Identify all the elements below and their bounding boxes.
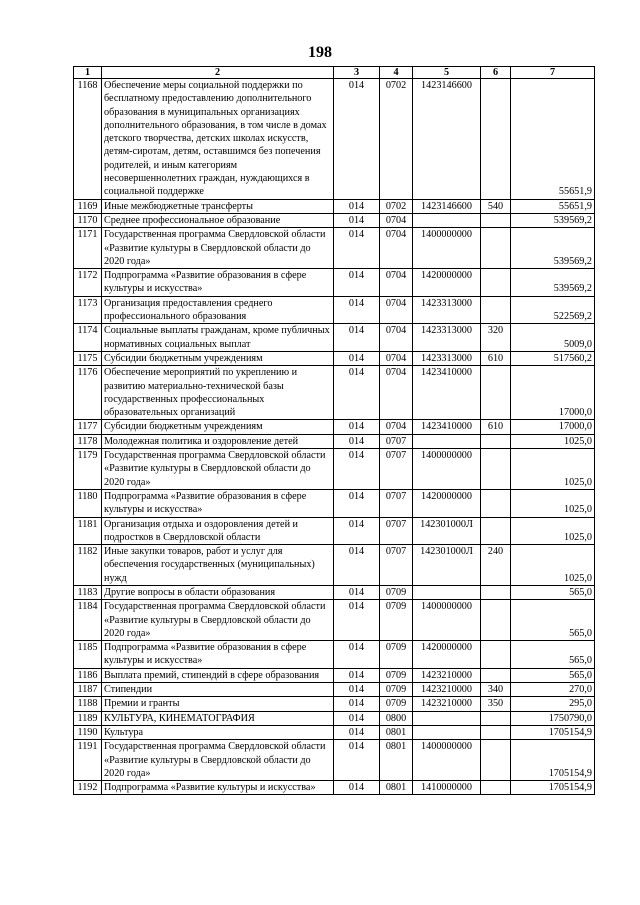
row-number-cell: 1176 <box>74 366 102 420</box>
amount-cell: 565,0 <box>511 641 595 669</box>
amount-cell: 5009,0 <box>511 324 595 352</box>
expense-type-cell: 320 <box>481 324 511 352</box>
amount-cell: 1025,0 <box>511 434 595 448</box>
amount-cell: 1705154,9 <box>511 740 595 781</box>
section-code-cell: 0709 <box>380 668 413 682</box>
section-code-cell: 0704 <box>380 351 413 365</box>
ministry-code-cell: 014 <box>334 296 380 324</box>
target-code-cell: 1400000000 <box>413 740 481 781</box>
column-header: 2 <box>102 67 334 79</box>
row-name-cell: Государственная программа Свердловской области «Развитие культуры в Свердловской области до 2020 года» <box>102 600 334 641</box>
row-number-cell: 1180 <box>74 489 102 517</box>
table-row <box>74 517 595 545</box>
row-name-cell: КУЛЬТУРА, КИНЕМАТОГРАФИЯ <box>102 711 334 725</box>
section-code-cell: 0704 <box>380 420 413 434</box>
row-number-cell: 1171 <box>74 228 102 269</box>
target-code-cell <box>413 585 481 599</box>
expense-type-cell: 610 <box>481 420 511 434</box>
section-code-cell: 0704 <box>380 228 413 269</box>
expense-type-cell: 610 <box>481 351 511 365</box>
column-header: 7 <box>511 67 595 79</box>
target-code-cell: 1423313000 <box>413 351 481 365</box>
section-code-cell: 0709 <box>380 600 413 641</box>
ministry-code-cell: 014 <box>334 517 380 545</box>
section-code-cell: 0801 <box>380 740 413 781</box>
table-row <box>74 296 595 324</box>
table-row <box>74 351 595 365</box>
row-number-cell: 1169 <box>74 199 102 213</box>
table-row <box>74 725 595 739</box>
table-row <box>74 199 595 213</box>
row-number-cell: 1177 <box>74 420 102 434</box>
ministry-code-cell: 014 <box>334 366 380 420</box>
column-header: 6 <box>481 67 511 79</box>
section-code-cell: 0709 <box>380 585 413 599</box>
table-row <box>74 489 595 517</box>
table-row <box>74 781 595 795</box>
table-row <box>74 585 595 599</box>
expense-type-cell: 350 <box>481 697 511 711</box>
section-code-cell: 0704 <box>380 366 413 420</box>
expense-type-cell: 240 <box>481 545 511 586</box>
row-name-cell: Выплата премий, стипендий в сфере образования <box>102 668 334 682</box>
table-row <box>74 79 595 200</box>
target-code-cell <box>413 434 481 448</box>
ministry-code-cell: 014 <box>334 600 380 641</box>
table-row <box>74 228 595 269</box>
table-row <box>74 668 595 682</box>
row-name-cell: Другие вопросы в области образования <box>102 585 334 599</box>
target-code-cell: 142301000Л <box>413 545 481 586</box>
section-code-cell: 0707 <box>380 434 413 448</box>
section-code-cell: 0801 <box>380 781 413 795</box>
row-number-cell: 1188 <box>74 697 102 711</box>
expense-type-cell <box>481 79 511 200</box>
amount-cell: 517560,2 <box>511 351 595 365</box>
expense-type-cell <box>481 668 511 682</box>
column-header: 5 <box>413 67 481 79</box>
table-row <box>74 683 595 697</box>
section-code-cell: 0707 <box>380 449 413 490</box>
table-row <box>74 641 595 669</box>
amount-cell: 270,0 <box>511 683 595 697</box>
row-name-cell: Государственная программа Свердловской области «Развитие культуры в Свердловской области до 2020 года» <box>102 449 334 490</box>
row-number-cell: 1187 <box>74 683 102 697</box>
target-code-cell: 1420000000 <box>413 269 481 297</box>
table-body <box>74 79 595 795</box>
ministry-code-cell: 014 <box>334 711 380 725</box>
section-code-cell: 0707 <box>380 489 413 517</box>
table-header-row <box>74 67 595 79</box>
column-header: 3 <box>334 67 380 79</box>
row-name-cell: Стипендии <box>102 683 334 697</box>
target-code-cell: 1400000000 <box>413 600 481 641</box>
table-row <box>74 740 595 781</box>
row-number-cell: 1192 <box>74 781 102 795</box>
budget-table-container <box>73 66 595 795</box>
table-row <box>74 213 595 227</box>
row-number-cell: 1184 <box>74 600 102 641</box>
row-name-cell: Организация отдыха и оздоровления детей и подростков в Свердловской области <box>102 517 334 545</box>
ministry-code-cell: 014 <box>334 228 380 269</box>
ministry-code-cell: 014 <box>334 725 380 739</box>
target-code-cell <box>413 725 481 739</box>
amount-cell: 1705154,9 <box>511 725 595 739</box>
section-code-cell: 0707 <box>380 545 413 586</box>
amount-cell: 295,0 <box>511 697 595 711</box>
expense-type-cell <box>481 781 511 795</box>
row-number-cell: 1182 <box>74 545 102 586</box>
row-number-cell: 1173 <box>74 296 102 324</box>
target-code-cell: 1423146600 <box>413 79 481 200</box>
expense-type-cell <box>481 740 511 781</box>
row-name-cell: Молодежная политика и оздоровление детей <box>102 434 334 448</box>
table-row <box>74 697 595 711</box>
row-number-cell: 1174 <box>74 324 102 352</box>
ministry-code-cell: 014 <box>334 199 380 213</box>
ministry-code-cell: 014 <box>334 683 380 697</box>
column-header: 1 <box>74 67 102 79</box>
target-code-cell: 142301000Л <box>413 517 481 545</box>
row-number-cell: 1175 <box>74 351 102 365</box>
target-code-cell: 1423210000 <box>413 697 481 711</box>
table-row <box>74 449 595 490</box>
row-number-cell: 1183 <box>74 585 102 599</box>
row-number-cell: 1172 <box>74 269 102 297</box>
section-code-cell: 0702 <box>380 199 413 213</box>
expense-type-cell: 340 <box>481 683 511 697</box>
row-name-cell: Организация предоставления среднего профессионального образования <box>102 296 334 324</box>
row-name-cell: Субсидии бюджетным учреждениям <box>102 420 334 434</box>
ministry-code-cell: 014 <box>334 781 380 795</box>
section-code-cell: 0709 <box>380 641 413 669</box>
row-name-cell: Культура <box>102 725 334 739</box>
expense-type-cell <box>481 711 511 725</box>
row-name-cell: Обеспечение мероприятий по укреплению и развитию материально-технической базы государственных профессиональных образовательных организаций <box>102 366 334 420</box>
amount-cell: 55651,9 <box>511 199 595 213</box>
row-name-cell: Подпрограмма «Развитие образования в сфере культуры и искусства» <box>102 489 334 517</box>
row-name-cell: Иные межбюджетные трансферты <box>102 199 334 213</box>
section-code-cell: 0709 <box>380 683 413 697</box>
row-name-cell: Иные закупки товаров, работ и услуг для обеспечения государственных (муниципальных) нужд <box>102 545 334 586</box>
amount-cell: 17000,0 <box>511 420 595 434</box>
row-number-cell: 1170 <box>74 213 102 227</box>
ministry-code-cell: 014 <box>334 324 380 352</box>
row-number-cell: 1181 <box>74 517 102 545</box>
expense-type-cell <box>481 725 511 739</box>
target-code-cell: 1420000000 <box>413 641 481 669</box>
budget-table <box>73 66 595 795</box>
target-code-cell: 1423313000 <box>413 324 481 352</box>
row-name-cell: Государственная программа Свердловской области «Развитие культуры в Свердловской области до 2020 года» <box>102 228 334 269</box>
amount-cell: 522569,2 <box>511 296 595 324</box>
table-row <box>74 366 595 420</box>
expense-type-cell <box>481 434 511 448</box>
table-row <box>74 324 595 352</box>
row-name-cell: Социальные выплаты гражданам, кроме публичных нормативных социальных выплат <box>102 324 334 352</box>
ministry-code-cell: 014 <box>334 269 380 297</box>
column-header: 4 <box>380 67 413 79</box>
target-code-cell <box>413 213 481 227</box>
row-number-cell: 1178 <box>74 434 102 448</box>
amount-cell: 55651,9 <box>511 79 595 200</box>
row-number-cell: 1168 <box>74 79 102 200</box>
ministry-code-cell: 014 <box>334 351 380 365</box>
section-code-cell: 0704 <box>380 324 413 352</box>
row-number-cell: 1191 <box>74 740 102 781</box>
ministry-code-cell: 014 <box>334 585 380 599</box>
page-number: 198 <box>308 44 332 61</box>
ministry-code-cell: 014 <box>334 434 380 448</box>
amount-cell: 17000,0 <box>511 366 595 420</box>
target-code-cell <box>413 711 481 725</box>
section-code-cell: 0704 <box>380 269 413 297</box>
ministry-code-cell: 014 <box>334 668 380 682</box>
row-number-cell: 1179 <box>74 449 102 490</box>
section-code-cell: 0704 <box>380 213 413 227</box>
section-code-cell: 0704 <box>380 296 413 324</box>
amount-cell: 539569,2 <box>511 269 595 297</box>
amount-cell: 565,0 <box>511 600 595 641</box>
row-number-cell: 1185 <box>74 641 102 669</box>
table-row <box>74 434 595 448</box>
expense-type-cell <box>481 489 511 517</box>
row-number-cell: 1189 <box>74 711 102 725</box>
amount-cell: 1025,0 <box>511 449 595 490</box>
target-code-cell: 1400000000 <box>413 449 481 490</box>
target-code-cell: 1423210000 <box>413 683 481 697</box>
expense-type-cell <box>481 228 511 269</box>
row-number-cell: 1186 <box>74 668 102 682</box>
section-code-cell: 0702 <box>380 79 413 200</box>
target-code-cell: 1423313000 <box>413 296 481 324</box>
amount-cell: 539569,2 <box>511 228 595 269</box>
amount-cell: 539569,2 <box>511 213 595 227</box>
amount-cell: 1025,0 <box>511 517 595 545</box>
row-name-cell: Премии и гранты <box>102 697 334 711</box>
row-number-cell: 1190 <box>74 725 102 739</box>
ministry-code-cell: 014 <box>334 213 380 227</box>
amount-cell: 1025,0 <box>511 489 595 517</box>
row-name-cell: Обеспечение меры социальной поддержки по бесплатному предоставлению дополнительного образования в муниципальных организациях дополнительного образования, в том числе в домах детского творчества, детских школах искусств, детям-сиротам, детям, оставшимся без попечения родителей, и иным категориям несовершеннолетних граждан, нуждающихся в социальной поддержке <box>102 79 334 200</box>
ministry-code-cell: 014 <box>334 79 380 200</box>
ministry-code-cell: 014 <box>334 641 380 669</box>
table-row <box>74 545 595 586</box>
expense-type-cell <box>481 449 511 490</box>
amount-cell: 565,0 <box>511 668 595 682</box>
target-code-cell: 1423410000 <box>413 420 481 434</box>
amount-cell: 565,0 <box>511 585 595 599</box>
expense-type-cell <box>481 517 511 545</box>
ministry-code-cell: 014 <box>334 420 380 434</box>
ministry-code-cell: 014 <box>334 697 380 711</box>
section-code-cell: 0707 <box>380 517 413 545</box>
table-row <box>74 420 595 434</box>
target-code-cell: 1423210000 <box>413 668 481 682</box>
table-row <box>74 269 595 297</box>
expense-type-cell <box>481 296 511 324</box>
amount-cell: 1025,0 <box>511 545 595 586</box>
row-name-cell: Подпрограмма «Развитие образования в сфере культуры и искусства» <box>102 269 334 297</box>
ministry-code-cell: 014 <box>334 545 380 586</box>
table-row <box>74 600 595 641</box>
amount-cell: 1750790,0 <box>511 711 595 725</box>
row-name-cell: Подпрограмма «Развитие культуры и искусства» <box>102 781 334 795</box>
expense-type-cell <box>481 213 511 227</box>
section-code-cell: 0801 <box>380 725 413 739</box>
expense-type-cell: 540 <box>481 199 511 213</box>
target-code-cell: 1423146600 <box>413 199 481 213</box>
target-code-cell: 1400000000 <box>413 228 481 269</box>
expense-type-cell <box>481 585 511 599</box>
amount-cell: 1705154,9 <box>511 781 595 795</box>
section-code-cell: 0800 <box>380 711 413 725</box>
target-code-cell: 1410000000 <box>413 781 481 795</box>
section-code-cell: 0709 <box>380 697 413 711</box>
expense-type-cell <box>481 366 511 420</box>
target-code-cell: 1423410000 <box>413 366 481 420</box>
row-name-cell: Субсидии бюджетным учреждениям <box>102 351 334 365</box>
row-name-cell: Среднее профессиональное образование <box>102 213 334 227</box>
row-name-cell: Подпрограмма «Развитие образования в сфере культуры и искусства» <box>102 641 334 669</box>
ministry-code-cell: 014 <box>334 740 380 781</box>
ministry-code-cell: 014 <box>334 489 380 517</box>
ministry-code-cell: 014 <box>334 449 380 490</box>
table-row <box>74 711 595 725</box>
row-name-cell: Государственная программа Свердловской области «Развитие культуры в Свердловской области до 2020 года» <box>102 740 334 781</box>
target-code-cell: 1420000000 <box>413 489 481 517</box>
expense-type-cell <box>481 641 511 669</box>
expense-type-cell <box>481 600 511 641</box>
expense-type-cell <box>481 269 511 297</box>
